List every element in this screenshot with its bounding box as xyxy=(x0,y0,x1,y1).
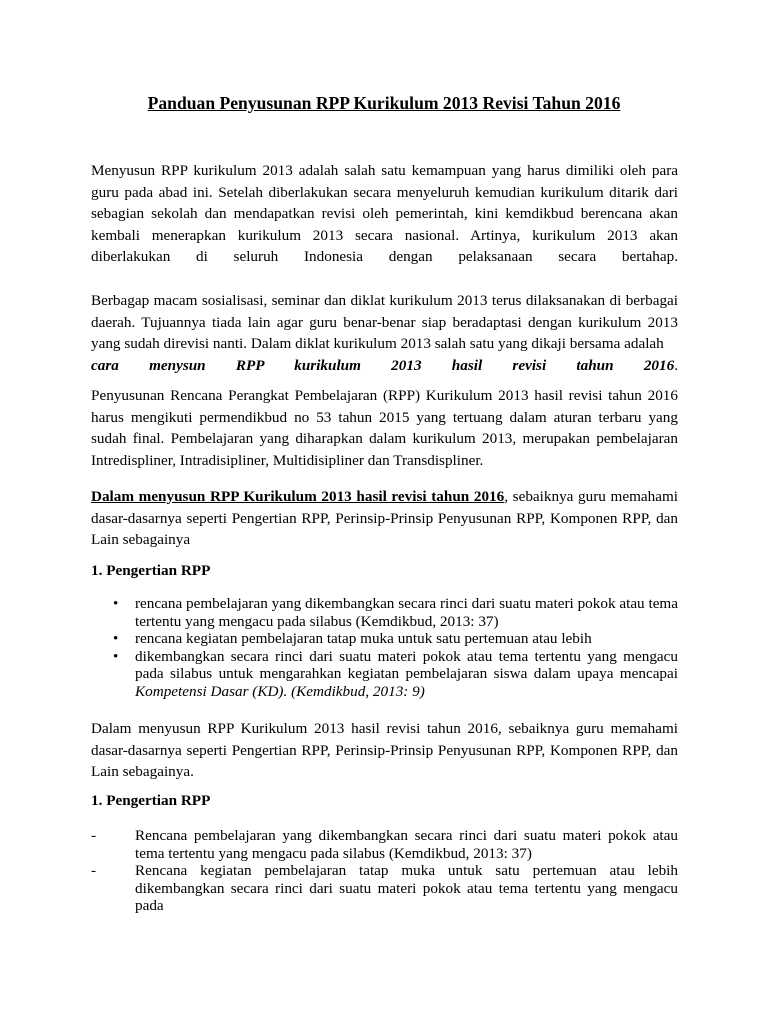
document-title: Panduan Penyusunan RPP Kurikulum 2013 Revisi Tahun 2016 xyxy=(147,93,621,113)
list-item: - Rencana kegiatan pembelajaran tatap muka untuk satu pertemuan atau lebih dikembangkan secara rinci dari suatu materi pokok atau tema tertentu yang mengacu pada xyxy=(91,862,678,915)
section-heading-pengertian-2: 1. Pengertian RPP xyxy=(91,792,211,809)
paragraph-dasar-repeat xyxy=(91,718,678,783)
dash-list-pengertian xyxy=(91,827,678,915)
bullet-marker: • xyxy=(113,630,119,648)
section-heading-pengertian: 1. Pengertian RPP xyxy=(91,562,211,579)
paragraph-intro xyxy=(91,160,678,268)
period: . xyxy=(674,356,678,374)
paragraph-sosialisasi-text: Berbagap macam sosialisasi, seminar dan diklat kurikulum 2013 terus dilaksanakan di berbagai daerah. Tujuannya tiada lain agar guru benar-benar siap beradaptasi dengan kurikulum 2013 yang sudah direvisi nanti. Dalam diklat kurikulum 2013 salah satu yang dikaji bersama adalah xyxy=(91,292,678,353)
list-item: - Rencana pembelajaran yang dikembangkan secara rinci dari suatu materi pokok atau tema tertentu yang mengacu pada silabus (Kemdikbud, 2013: 37) xyxy=(91,827,678,862)
paragraph-intro-text: Menyusun RPP kurikulum 2013 adalah salah satu kemampuan yang harus dimiliki oleh para guru pada abad ini. Setelah diberlakukan secara menyeluruh kemudian kurikulum ditarik dari sebagian sekolah dan mendapatkan revisi oleh pemerintah, kini kemdikbud berencana akan kembali menerapkan kurikulum 2013 secara nasional. Artinya, kurikulum 2013 akan diberlakukan di seluruh Indonesia dengan pelaksanaan secara bertahap. xyxy=(91,162,678,266)
bullet-list-pengertian xyxy=(91,595,678,701)
dash-marker: - xyxy=(91,862,97,880)
paragraph-dasar-repeat-text: Dalam menyusun RPP Kurikulum 2013 hasil revisi tahun 2016, sebaiknya guru memahami dasar-dasarnya seperti Pengertian RPP, Perinsip-Prinsip Penyusunan RPP, Komponen RPP, dan Lain sebagainya. xyxy=(91,720,678,781)
paragraph-sosialisasi xyxy=(91,290,678,376)
list-item: • dikembangkan secara rinci dari suatu materi pokok atau tema tertentu yang mengacu pada silabus untuk mengarahkan kegiatan pembelajaran siswa dalam upaya mencapai Kompetensi Dasar (KD). (Kemdikbud, 2013: 9) xyxy=(113,647,678,700)
bullet-marker: • xyxy=(113,595,119,612)
paragraph-dasar-rest: , sebaiknya guru memahami dasar-dasarnya seperti Pengertian RPP, Perinsip-Prinsip Penyusunan RPP, Komponen RPP, dan Lain sebagainya xyxy=(91,488,678,549)
list-item: • rencana kegiatan pembelajaran tatap muka untuk satu pertemuan atau lebih xyxy=(113,630,592,648)
paragraph-penyusunan-text: Penyusunan Rencana Perangkat Pembelajaran (RPP) Kurikulum 2013 hasil revisi tahun 2016 harus mengikuti permendikbud no 53 tahun 2015 yang tertuang dalam aturan terbaru yang sudah final. Pembelajaran yang diharapkan dalam kurikulum 2013, merupakan pembelajaran Intredispliner, Intradisipliner, Multidisipliner dan Transdispliner. xyxy=(91,387,678,469)
list-item: • rencana pembelajaran yang dikembangkan secara rinci dari suatu materi pokok atau tema tertentu yang mengacu pada silabus (Kemdikbud, 2013: 37) xyxy=(113,595,678,630)
bullet-marker: • xyxy=(113,647,119,665)
dash-marker: - xyxy=(91,827,97,844)
emphasis-menyusun-rpp: Dalam menyusun RPP Kurikulum 2013 hasil revisi tahun 2016 xyxy=(91,488,505,505)
citation-italic: Kompetensi Dasar (KD). (Kemdikbud, 2013: 9) xyxy=(135,682,425,700)
paragraph-dasar xyxy=(91,486,678,551)
emphasis-cara-menyusun: cara menysun RPP kurikulum 2013 hasil revisi tahun 2016 xyxy=(91,356,675,374)
paragraph-penyusunan xyxy=(91,385,678,471)
